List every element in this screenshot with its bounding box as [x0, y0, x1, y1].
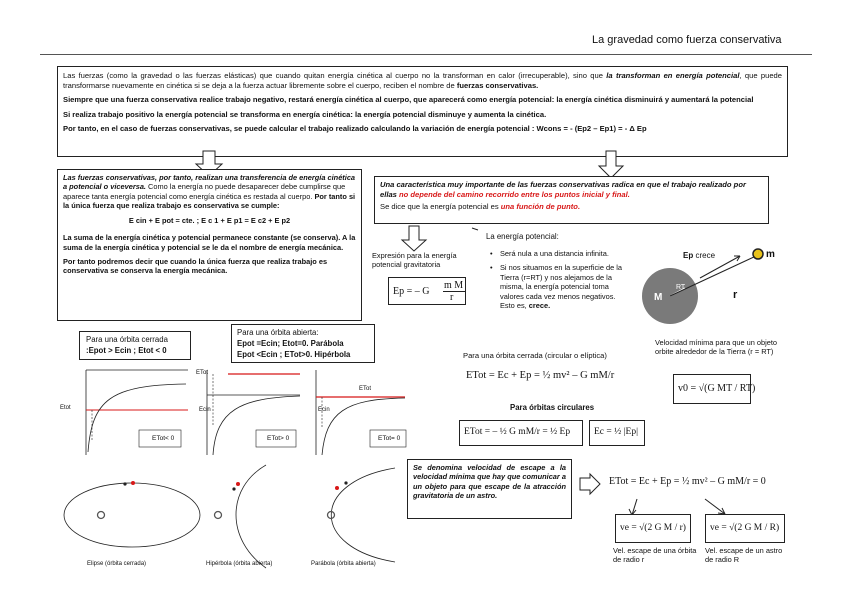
- total-energy-equation: ETot = Ec + Ep = ½ mv² – G mM/r: [466, 370, 615, 381]
- minimum-velocity-formula: v0 = √(G MT / RT): [673, 374, 751, 404]
- energy-conservation-equation: E cin + E pot = cte. ; E c 1 + E p1 = E c2 + E p2: [128, 216, 291, 226]
- escape-velocity-star-formula: ve = √(2 G M / R): [705, 514, 785, 543]
- path-independence-paragraph: Una característica muy importante de las fuerzas conservativas radica en que el trabajo realizado por ellas no depende del camino recorrido entre los puntos inicial y final.: [380, 180, 746, 199]
- function-of-point-paragraph: Se dice que la energía potencial es una función de punto.: [380, 202, 581, 212]
- intro-paragraph-1: Las fuerzas (como la gravedad o las fuerzas elásticas) que cuando quitan energía cinética al cuerpo no la transforman en calor (irrecuperable), sino que la transforman en energía potencial, que puede transformarse nuevamente en cinética si se deja a la fuerza actuar libremente sobre el cuerpo, reciben el nombre de fuerzas conservativas.: [63, 71, 782, 90]
- closed-orbit-box: Para una órbita cerrada :Epot > Ecin ; Etot < 0: [79, 331, 191, 360]
- distance-label: r: [733, 289, 738, 301]
- energy-graph-hyperbola: [207, 370, 300, 455]
- graph2-caption: ETot> 0: [267, 435, 290, 442]
- potential-energy-formula: Ep = – G m M r: [388, 277, 466, 305]
- graph3-etot-label: ETot: [359, 386, 372, 392]
- graph2-ecin-label: Ecin: [199, 407, 211, 413]
- graph3-ecin-label: Ecin: [318, 407, 330, 413]
- closed-orbit-energy-title: Para una órbita cerrada (circular o elíptica): [463, 351, 607, 360]
- open-orbit-box: Para una órbita abierta: Epot =Ecin; Etot=0. Parábola Epot <Ecin ; ETot>0. Hipérbola: [231, 324, 375, 363]
- circular-kinetic-energy-formula: Ec = ½ |Ep|: [589, 420, 645, 446]
- graph1-caption: ETot< 0: [152, 435, 175, 442]
- ep-grows-label: Ep crece: [683, 251, 716, 260]
- intro-paragraph-2: Siempre que una fuerza conservativa realice trabajo negativo, restará energía cinética al cuerpo, que aparecerá como energía potencial: la energía cinética disminuirá y aumentará la potencial: [63, 95, 754, 105]
- earth-radius-label: RT: [676, 284, 686, 291]
- intro-paragraph-3: Si realiza trabajo positivo la energía potencial se transforma en energía cinética: la energía potencial disminuye y aumenta la cinética.: [63, 109, 547, 119]
- hyperbola-orbit-diagram: [215, 465, 267, 568]
- graph1-etot-label: Etot: [60, 405, 71, 411]
- small-mass-label: m: [766, 249, 775, 260]
- list-item: • Será nula a una distancia infinita.: [490, 249, 609, 258]
- conservation-paragraph-2: La suma de la energía cinética y potencial permanece constante (se conserva). A la suma de la energía cinética y potencial se le da el nombre de energía mecánica.: [63, 233, 356, 252]
- potential-properties-title: La energía potencial:: [486, 232, 559, 241]
- escape-orbit-caption: Vel. escape de una órbita de radio r: [613, 546, 697, 564]
- escape-velocity-orbit-formula: ve = √(2 G M / r): [615, 514, 691, 543]
- list-item: • Si nos situamos en la superficie de la Tierra (r=RT) y nos alejamos de la misma, la energía potencial toma valores cada vez menos negativos. Esto es, crece.: [490, 263, 623, 311]
- intro-paragraph-4: Por tanto, en el caso de fuerzas conservativas, se puede calcular el trabajo realizado calculando la variación de energía potencial : Wcons = - (Ep2 – Ep1) = - Δ Ep: [63, 124, 647, 134]
- page-title: La gravedad como fuerza conservativa: [592, 34, 782, 46]
- conservation-paragraph-3: Por tanto podremos decir que cuando la única fuerza que realiza trabajo es conservativa se conserva la energía mecánica.: [63, 257, 328, 276]
- parabola-caption: Parábola (órbita abierta): [311, 561, 376, 567]
- energy-graph-closed: [86, 370, 188, 455]
- escape-energy-equation: ETot = Ec + Ep = ½ mv² – G mM/r = 0: [609, 476, 766, 487]
- minimum-velocity-label: Velocidad mínima para que un objeto orbite alrededor de la Tierra (r = RT): [655, 338, 778, 356]
- ellipse-orbit-diagram: [64, 481, 200, 547]
- graph2-etot-label: ETot: [196, 370, 209, 376]
- earth-mass-label: M: [654, 292, 663, 303]
- ellipse-caption: Elipse (órbita cerrada): [87, 561, 147, 567]
- hyperbola-caption: Hipérbola (órbita abierta): [206, 561, 273, 567]
- circular-total-energy-formula: ETot = – ½ G mM/r = ½ Ep: [459, 420, 583, 446]
- potential-energy-label: Expresión para la energía potencial gravitatoria: [372, 251, 457, 269]
- conservation-paragraph-1: Las fuerzas conservativas, por tanto, realizan una transferencia de energía cinética a potencial o viceversa. Como la energía no puede desaparecer debe cumplirse que aparece tanta energía potencial como energía cinética es restada al cuerpo. Por tanto si la única fuerza que realiza trabajo es conservativa se cumple:: [63, 173, 356, 210]
- circular-orbits-subtitle: Para órbitas circulares: [510, 403, 595, 412]
- escape-star-caption: Vel. escape de un astro de radio R: [705, 546, 783, 564]
- graph3-caption: ETot= 0: [378, 435, 401, 442]
- parabola-orbit-diagram: [328, 468, 396, 562]
- escape-velocity-definition-box: Se denomina velocidad de escape a la velocidad mínima que hay que comunicar a un objeto para que escape de la atracción gravitatoria de un astro.: [407, 459, 572, 519]
